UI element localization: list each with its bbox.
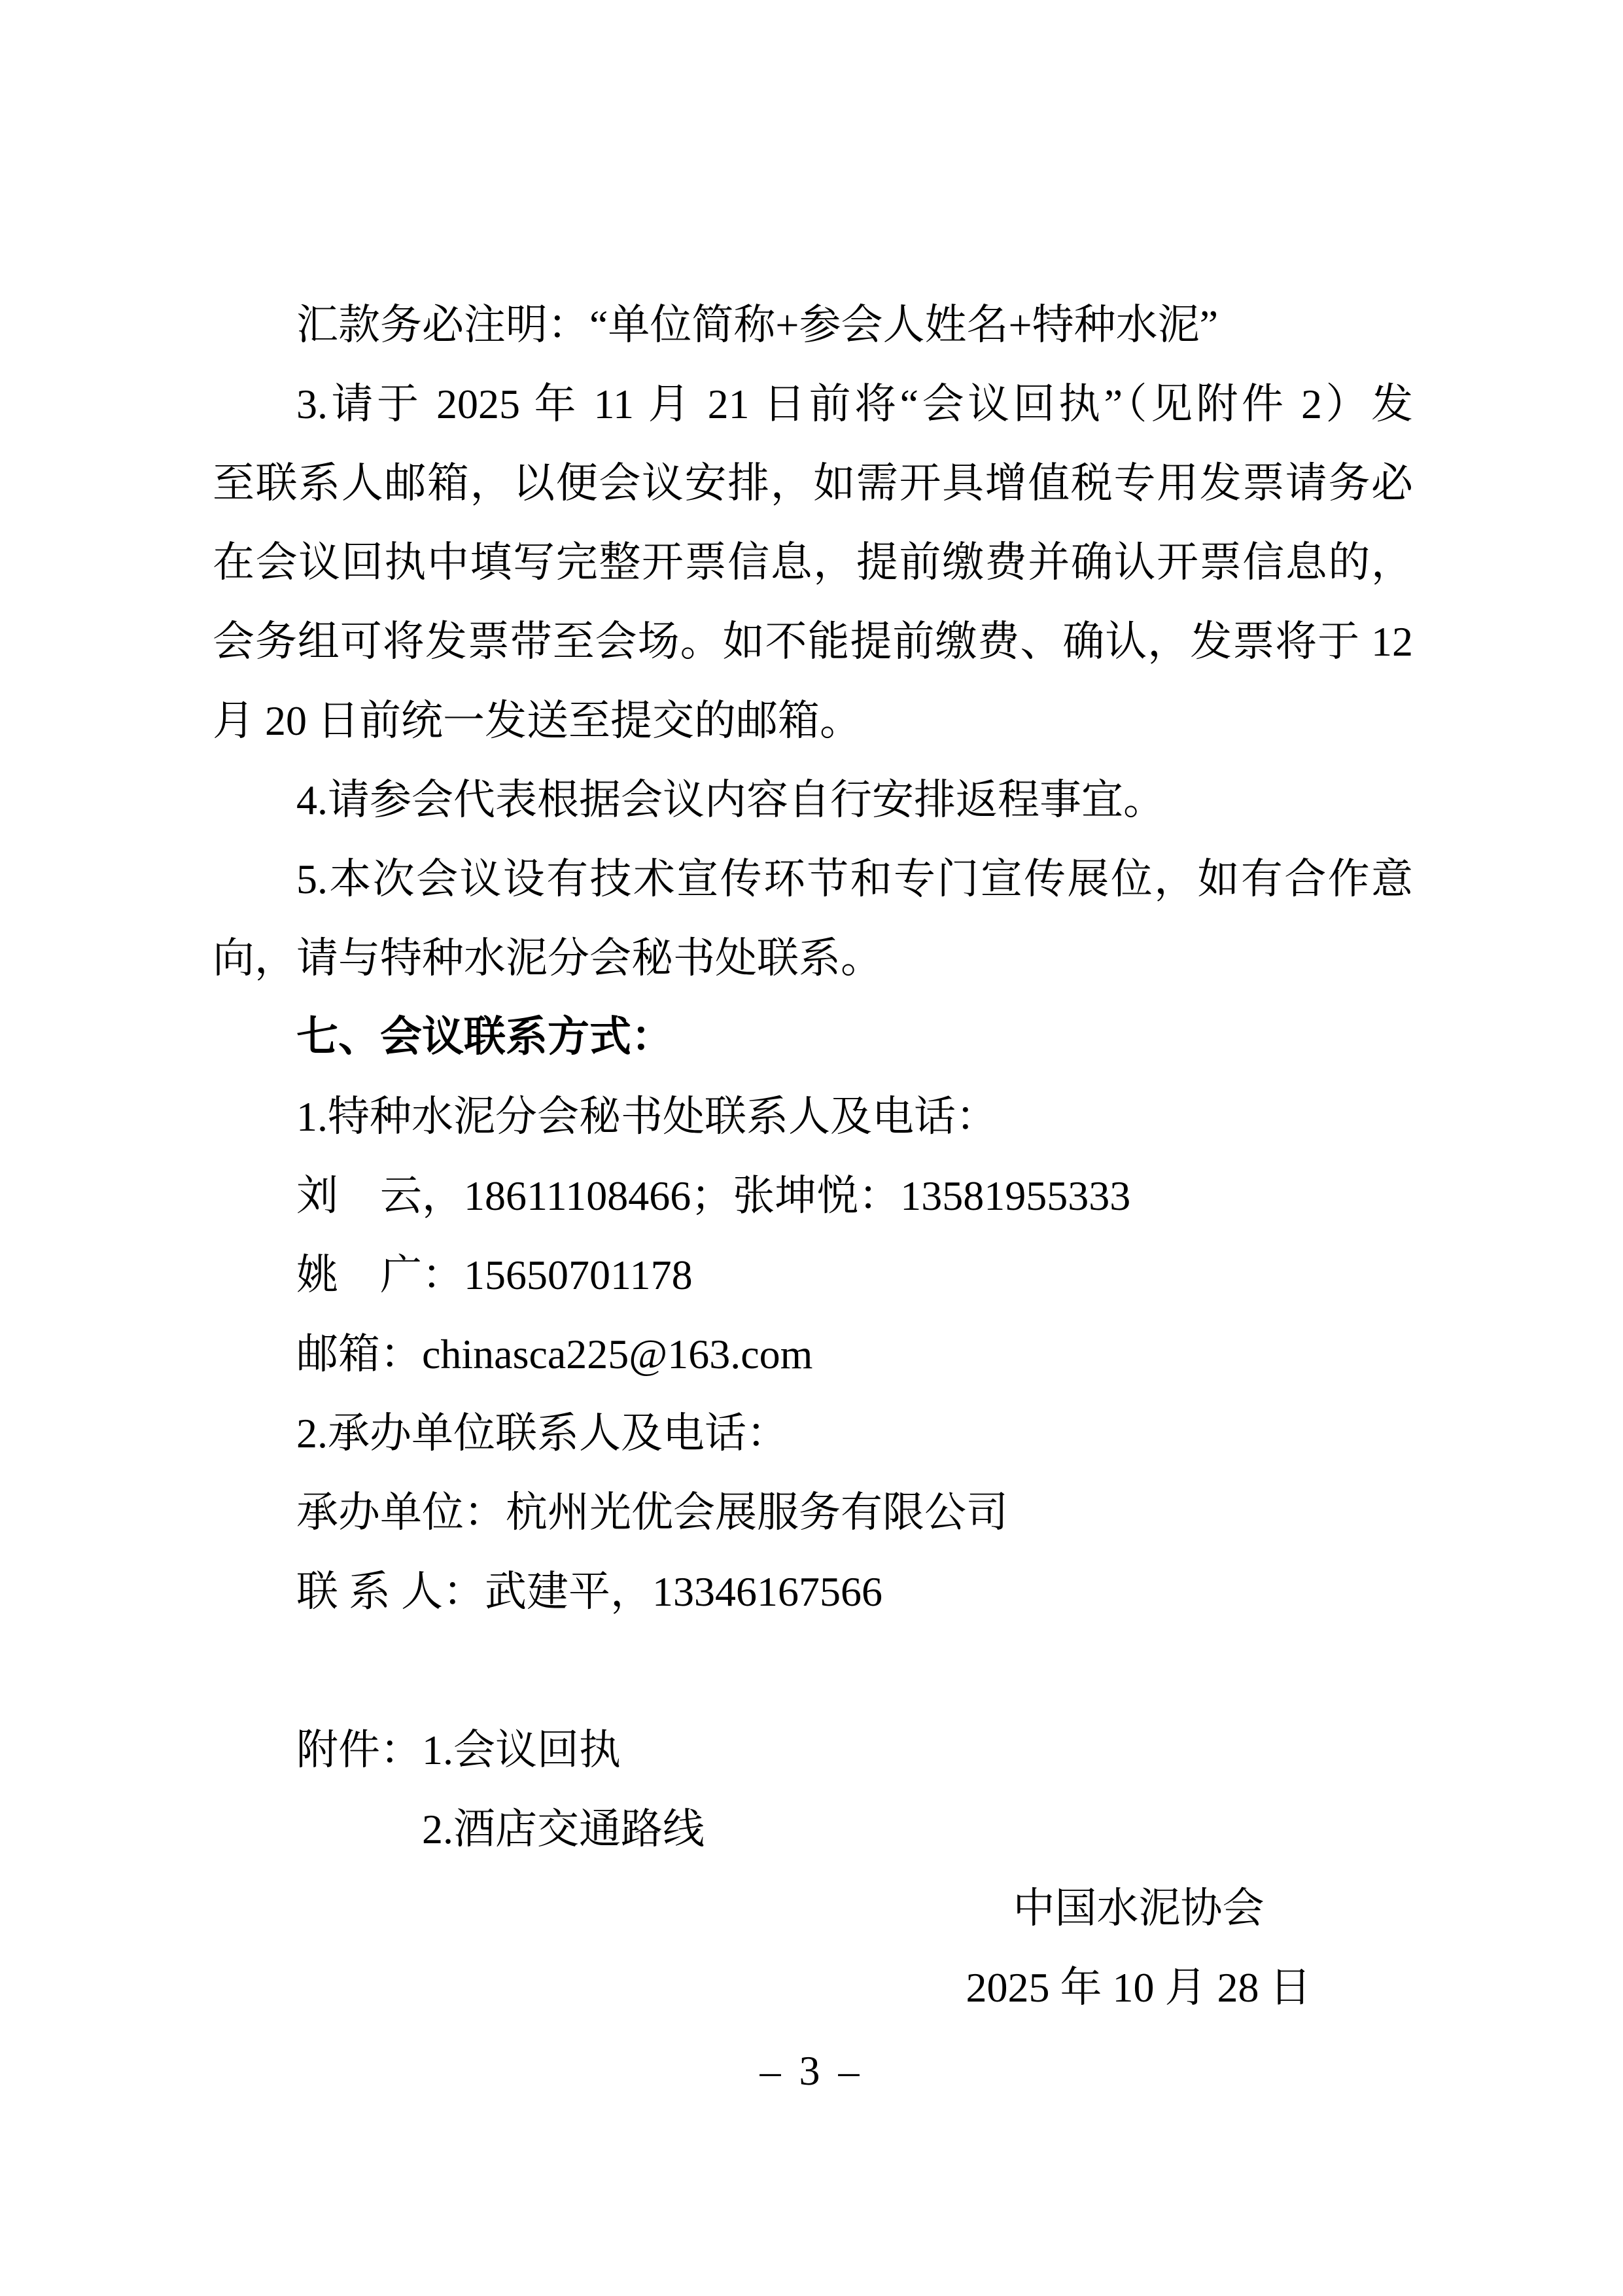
attachment-2-line: 2.酒店交通路线 — [422, 1806, 705, 1852]
deadline-paragraph-line-2: 至联系人邮箱，以便会议安排，如需开具增值税专用发票请务必 — [213, 460, 1413, 506]
deadline-paragraph-line-4: 会务组可将发票带至会场。如不能提前缴费、确认，发票将于 12 — [213, 618, 1413, 665]
remittance-note-line: 汇款务必注明：“单位简称+参会人姓名+特种水泥” — [296, 302, 1218, 348]
exhibition-cooperation-line-1: 5.本次会议设有技术宣传环节和专门宣传展位，如有合作意 — [296, 856, 1413, 902]
contact-yao-guang: 姚 广：15650701178 — [296, 1252, 693, 1298]
contact-email: 邮箱：chinasca225@163.com — [296, 1331, 813, 1377]
document-body — [213, 285, 1413, 2027]
organizer-contact-person-line: 联 系 人：武建平，13346167566 — [296, 1568, 882, 1615]
signature-org: 中国水泥协会 — [1013, 1885, 1265, 1932]
blank-line — [213, 1631, 1413, 1710]
organizer-company-line: 承办单位：杭州光优会展服务有限公司 — [296, 1489, 1008, 1536]
contact-liu-yun-zhang-kunyue: 刘 云，18611108466；张坤悦：13581955333 — [296, 1173, 1131, 1219]
page-number: – 3 – — [759, 2047, 864, 2094]
deadline-paragraph-line-1: 3.请于 2025 年 11 月 21 日前将“会议回执”（见附件 2）发 — [296, 381, 1413, 427]
secretariat-contact-heading-line: 1.特种水泥分会秘书处联系人及电话： — [296, 1093, 998, 1140]
attachment-1-line: 附件：1.会议回执 — [296, 1727, 621, 1773]
return-trip-line: 4.请参会代表根据会议内容自行安排返程事宜。 — [296, 777, 1165, 823]
deadline-paragraph-line-5: 月 20 日前统一发送至提交的邮箱。 — [213, 698, 862, 744]
exhibition-cooperation-line-2: 向，请与特种水泥分会秘书处联系。 — [213, 935, 882, 981]
signature-date: 2025 年 10 月 28 日 — [966, 1964, 1312, 2011]
contact-section-heading: 七、会议联系方式： — [296, 1013, 673, 1061]
organizer-contact-heading-line: 2.承办单位联系人及电话： — [296, 1410, 788, 1457]
deadline-paragraph-line-3: 在会议回执中填写完整开票信息，提前缴费并确认开票信息的， — [213, 539, 1413, 586]
